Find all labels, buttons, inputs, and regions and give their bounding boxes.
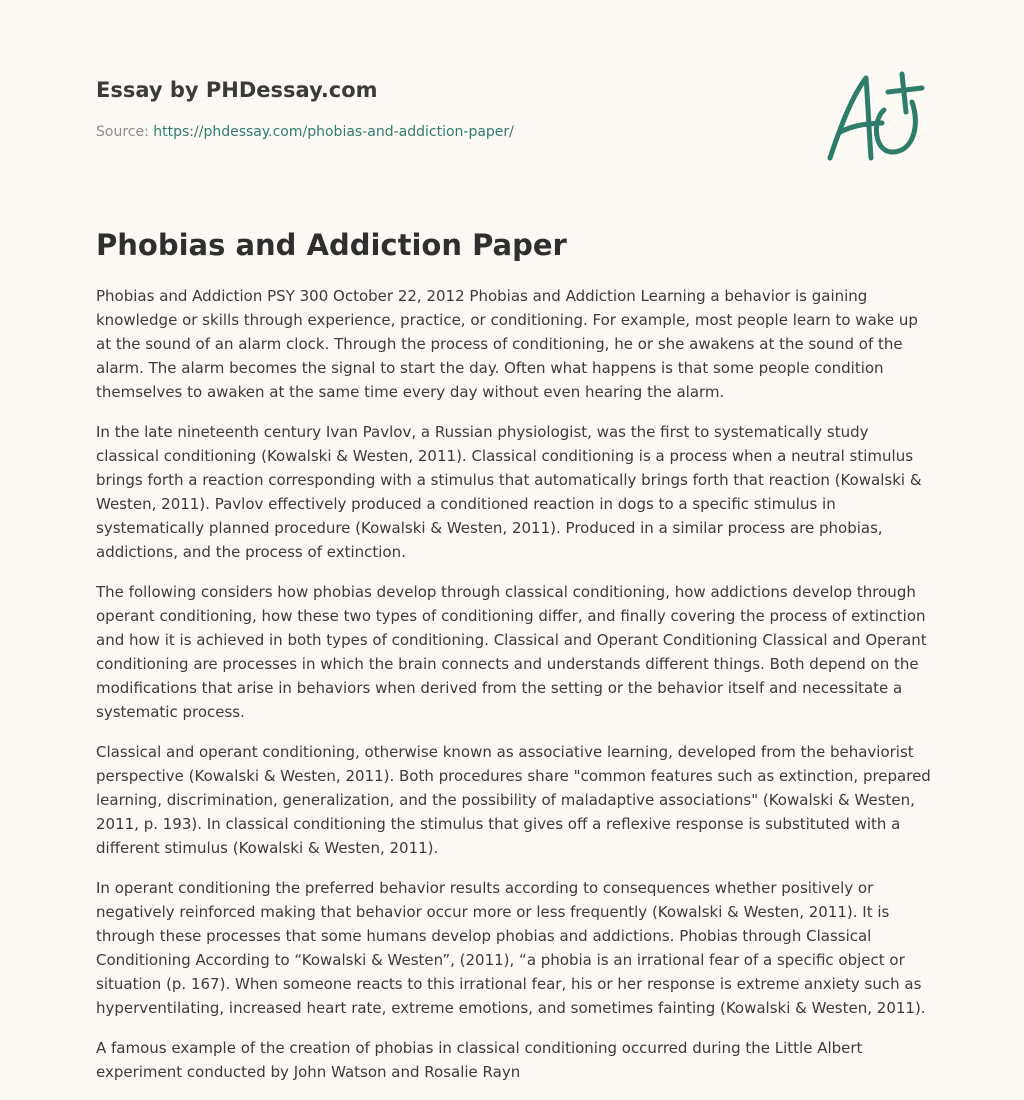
source-label: Source: xyxy=(96,124,154,140)
paragraph: A famous example of the creation of phobias in classical conditioning occurred during the Little Albert experiment conducted by John Watson and Rosalie Rayn xyxy=(96,1039,863,1081)
site-brand: Essay by PHDessay.com xyxy=(96,78,378,102)
paragraph: In operant conditioning the preferred behavior results according to consequences whether positively or negatively reinforced making that behavior occur more or less frequently (Kowalski & Westen, 2011). It is through these processes that some humans develop phobias and addictions. Phobias through Classical Conditioning According to “Kowalski & Westen”, (2011), “a phobia is an irrational fear of a specific object or situation (p. 167). When someone reacts to this irrational fear, his or her response is extreme anxiety such as hyperventilating, increased heart rate, extreme emotions, and sometimes fainting (Kowalski & Westen, 2011). xyxy=(96,879,926,1017)
article-title: Phobias and Addiction Paper xyxy=(96,228,567,262)
paragraph: In the late nineteenth century Ivan Pavlov, a Russian physiologist, was the first to systematically study classical conditioning (Kowalski & Westen, 2011). Classical conditioning is a process when a neutral stimulus brings forth a reaction corresponding with a stimulus that automatically brings forth that reaction (Kowalski & Westen, 2011). Pavlov effectively produced a conditioned reaction in dogs to a specific stimulus in systematically planned procedure (Kowalski & Westen, 2011). Produced in a similar process are phobias, addictions, and the process of extinction. xyxy=(96,423,922,561)
paragraph: Phobias and Addiction PSY 300 October 22, 2012 Phobias and Addiction Learning a behavior is gaining knowledge or skills through experience, practice, or conditioning. For example, most people learn to wake up at the sound of an alarm clock. Through the process of conditioning, he or she awakens at the sound of the alarm. The alarm becomes the signal to start the day. Often what happens is that some people condition themselves to awaken at the same time every day without even hearing the alarm. xyxy=(96,287,918,401)
a-plus-logo-icon xyxy=(822,66,932,166)
paragraph: Classical and operant conditioning, otherwise known as associative learning, developed from the behaviorist perspective (Kowalski & Westen, 2011). Both procedures share "common features such as extinction, prepared learning, discrimination, generalization, and the possibility of maladaptive associations" (Kowalski & Westen, 2011, p. 193). In classical conditioning the stimulus that gives off a reflexive response is substituted with a different stimulus (Kowalski & Westen, 2011). xyxy=(96,743,931,857)
page-header xyxy=(96,76,514,142)
source-link[interactable]: https://phdessay.com/phobias-and-addiction-paper/ xyxy=(153,124,514,140)
article-body xyxy=(96,284,931,1100)
source-line xyxy=(96,122,514,142)
paragraph: The following considers how phobias develop through classical conditioning, how addictions develop through operant conditioning, how these two types of conditioning differ, and finally covering the process of extinction and how it is achieved in both types of conditioning. Classical and Operant Conditioning Classical and Operant conditioning are processes in which the brain connects and understands different things. Both depend on the modifications that arise in behaviors when derived from the setting or the behavior itself and necessitate a systematic process. xyxy=(96,583,927,721)
